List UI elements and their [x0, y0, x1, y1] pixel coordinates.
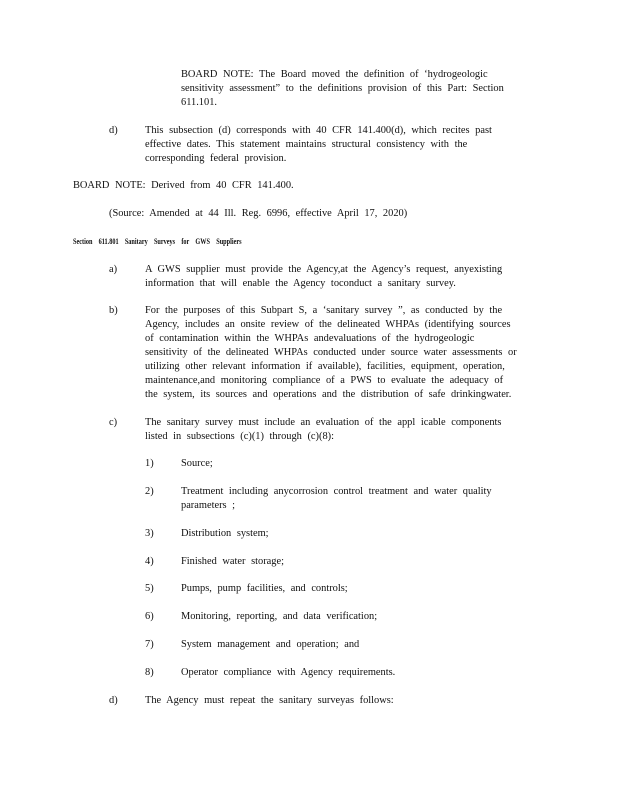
- text-line: sensitivity of the delineated WHPAs conducted under source water assessments or: [145, 347, 517, 358]
- sub-item-text: Finished water storage;: [181, 556, 284, 567]
- sub-item-text: Pumps, pump facilities, and controls;: [181, 583, 348, 594]
- sub-item-text: [181, 485, 492, 513]
- sub-item-number: 7): [145, 639, 154, 650]
- item-label-d: d): [109, 695, 118, 706]
- text-line: parameters ;: [181, 500, 236, 511]
- text-line: This subsection (d) corresponds with 40 CFR 141.400(d), which recites past: [145, 125, 492, 136]
- sub-item-text: Source;: [181, 458, 213, 469]
- text-line: information that will enable the Agency toconduct a sanitary survey.: [145, 278, 456, 289]
- item-d-prev-text: [145, 124, 492, 166]
- text-line: 611.101.: [181, 97, 217, 108]
- text-line: the system, its sources and operations and the distribution of safe drinkingwater.: [145, 389, 512, 400]
- sub-item-text: Distribution system;: [181, 528, 269, 539]
- source-note: (Source: Amended at 44 Ill. Reg. 6996, effective April 17, 2020): [109, 208, 408, 219]
- sub-item-number: 8): [145, 667, 154, 678]
- sub-item-text: Operator compliance with Agency requirements.: [181, 667, 396, 678]
- sub-item-number: 4): [145, 556, 154, 567]
- text-line: effective dates. This statement maintains structural consistency with the: [145, 139, 468, 150]
- item-label-b: b): [109, 305, 118, 316]
- sub-item-number: 6): [145, 611, 154, 622]
- sub-item-number: 1): [145, 458, 154, 469]
- item-label-a: a): [109, 264, 118, 275]
- item-b-text: [145, 304, 517, 402]
- text-line: maintenance,and monitoring compliance of a PWS to evaluate the adequacy of: [145, 375, 504, 386]
- item-d-text: The Agency must repeat the sanitary surveyas follows:: [145, 695, 394, 706]
- text-line: of contamination within the WHPAs andevaluations of the hydrogeologic: [145, 333, 475, 344]
- item-label-c: c): [109, 417, 118, 428]
- sub-item-number: 3): [145, 528, 154, 539]
- item-label-d-prev: d): [109, 125, 118, 136]
- text-line: The sanitary survey must include an evaluation of the appl icable components: [145, 417, 502, 428]
- text-line: For the purposes of this Subpart S, a ‘sanitary survey ”, as conducted by the: [145, 305, 503, 316]
- top-board-note: [181, 68, 504, 110]
- sub-item-number: 5): [145, 583, 154, 594]
- sub-item-text: Monitoring, reporting, and data verification;: [181, 611, 378, 622]
- text-line: sensitivity assessment” to the definitions provision of this Part: Section: [181, 83, 504, 94]
- text-line: listed in subsections (c)(1) through (c)(8):: [145, 431, 334, 442]
- text-line: BOARD NOTE: The Board moved the definition of ‘hydrogeologic: [181, 69, 488, 80]
- board-note: BOARD NOTE: Derived from 40 CFR 141.400.: [73, 180, 294, 191]
- item-a-text: [145, 263, 502, 291]
- text-line: Agency, includes an onsite review of the delineated WHPAs (identifying sources: [145, 319, 511, 330]
- sub-item-text: System management and operation; and: [181, 639, 360, 650]
- section-heading: Section 611.801 Sanitary Surveys for GWS Suppliers: [73, 237, 242, 246]
- text-line: A GWS supplier must provide the Agency,at the Agency’s request, anyexisting: [145, 264, 503, 275]
- item-c-text: [145, 416, 501, 444]
- text-line: Treatment including anycorrosion control treatment and water quality: [181, 486, 492, 497]
- sub-item-number: 2): [145, 486, 154, 497]
- text-line: corresponding federal provision.: [145, 153, 287, 164]
- text-line: utilizing other relevant information if available), facilities, equipment, operation,: [145, 361, 505, 372]
